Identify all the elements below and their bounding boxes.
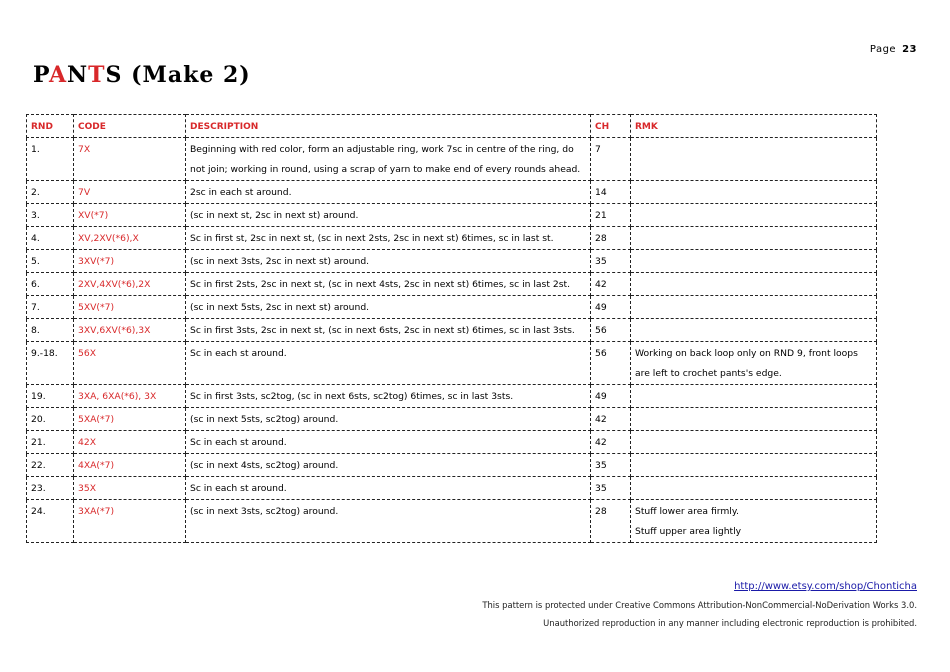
header-rmk: RMK bbox=[631, 115, 877, 138]
shop-link[interactable]: http://www.etsy.com/shop/Chonticha bbox=[734, 581, 917, 592]
cell-ch: 49 bbox=[591, 385, 631, 408]
table-row bbox=[27, 227, 877, 250]
header-code: CODE bbox=[74, 115, 186, 138]
cell-description: Sc in first st, 2sc in next st, (sc in next 2sts, 2sc in next st) 6times, sc in last st. bbox=[186, 227, 591, 250]
cell-code: 3XA(*7) bbox=[74, 500, 186, 543]
cell-rnd: 21. bbox=[27, 431, 74, 454]
cell-description: Beginning with red color, form an adjustable ring, work 7sc in centre of the ring, do not join; working in round, using a scrap of yarn to make end of every rounds ahead. bbox=[186, 138, 591, 181]
cell-description: (sc in next 5sts, 2sc in next st) around. bbox=[186, 296, 591, 319]
cell-rnd: 19. bbox=[27, 385, 74, 408]
cell-ch: 42 bbox=[591, 431, 631, 454]
cell-description: Sc in each st around. bbox=[186, 431, 591, 454]
table-row bbox=[27, 181, 877, 204]
cell-rmk bbox=[631, 431, 877, 454]
cell-rnd: 2. bbox=[27, 181, 74, 204]
cell-rmk bbox=[631, 454, 877, 477]
cell-description: Sc in each st around. bbox=[186, 342, 591, 385]
cell-ch: 21 bbox=[591, 204, 631, 227]
cell-code: XV,2XV(*6),X bbox=[74, 227, 186, 250]
cell-ch: 7 bbox=[591, 138, 631, 181]
page-number bbox=[870, 44, 917, 55]
cell-rmk bbox=[631, 250, 877, 273]
title-letter-a: A bbox=[48, 62, 68, 88]
cell-code: 7V bbox=[74, 181, 186, 204]
cell-description: 2sc in each st around. bbox=[186, 181, 591, 204]
cell-rnd: 4. bbox=[27, 227, 74, 250]
table-row bbox=[27, 273, 877, 296]
table-header-row bbox=[27, 115, 877, 138]
cell-rnd: 6. bbox=[27, 273, 74, 296]
cell-ch: 42 bbox=[591, 408, 631, 431]
cell-rnd: 23. bbox=[27, 477, 74, 500]
cell-rnd: 5. bbox=[27, 250, 74, 273]
table-row bbox=[27, 500, 877, 543]
cell-rnd: 20. bbox=[27, 408, 74, 431]
cell-description: Sc in first 2sts, 2sc in next st, (sc in next 4sts, 2sc in next st) 6times, sc in last 2st. bbox=[186, 273, 591, 296]
cell-code: 5XV(*7) bbox=[74, 296, 186, 319]
cell-ch: 56 bbox=[591, 342, 631, 385]
table-row bbox=[27, 250, 877, 273]
cell-rmk bbox=[631, 181, 877, 204]
cell-rmk bbox=[631, 319, 877, 342]
cell-rnd: 24. bbox=[27, 500, 74, 543]
cell-ch: 28 bbox=[591, 227, 631, 250]
table-row bbox=[27, 296, 877, 319]
title-letter-t: T bbox=[88, 62, 106, 88]
cell-code: 5XA(*7) bbox=[74, 408, 186, 431]
cell-code: 7X bbox=[74, 138, 186, 181]
cell-description: Sc in first 3sts, sc2tog, (sc in next 6sts, sc2tog) 6times, sc in last 3sts. bbox=[186, 385, 591, 408]
license-text: This pattern is protected under Creative Commons Attribution-NonCommercial-NoDerivation Works 3.0. bbox=[482, 600, 917, 610]
cell-rnd: 8. bbox=[27, 319, 74, 342]
title-rest: (Make 2) bbox=[122, 62, 251, 88]
cell-code: 42X bbox=[74, 431, 186, 454]
cell-code: 3XV,6XV(*6),3X bbox=[74, 319, 186, 342]
cell-rmk: Working on back loop only on RND 9, front loops are left to crochet pants's edge. bbox=[631, 342, 877, 385]
cell-rnd: 1. bbox=[27, 138, 74, 181]
page-number-value: 23 bbox=[902, 44, 917, 55]
cell-code: 4XA(*7) bbox=[74, 454, 186, 477]
cell-description: (sc in next st, 2sc in next st) around. bbox=[186, 204, 591, 227]
cell-code: 56X bbox=[74, 342, 186, 385]
title-letter-p: P bbox=[33, 62, 49, 88]
cell-code: 3XA, 6XA(*6), 3X bbox=[74, 385, 186, 408]
cell-ch: 42 bbox=[591, 273, 631, 296]
cell-rmk bbox=[631, 204, 877, 227]
cell-ch: 35 bbox=[591, 477, 631, 500]
page-title bbox=[33, 62, 251, 88]
cell-ch: 56 bbox=[591, 319, 631, 342]
cell-rnd: 22. bbox=[27, 454, 74, 477]
cell-description: Sc in each st around. bbox=[186, 477, 591, 500]
cell-code: 2XV,4XV(*6),2X bbox=[74, 273, 186, 296]
cell-code: 35X bbox=[74, 477, 186, 500]
cell-rnd: 3. bbox=[27, 204, 74, 227]
cell-ch: 35 bbox=[591, 454, 631, 477]
cell-description: (sc in next 3sts, sc2tog) around. bbox=[186, 500, 591, 543]
cell-ch: 49 bbox=[591, 296, 631, 319]
cell-rnd: 7. bbox=[27, 296, 74, 319]
table-row bbox=[27, 319, 877, 342]
cell-code: XV(*7) bbox=[74, 204, 186, 227]
notice-text: Unauthorized reproduction in any manner including electronic reproduction is prohibited. bbox=[543, 618, 917, 628]
table-row bbox=[27, 477, 877, 500]
cell-ch: 35 bbox=[591, 250, 631, 273]
cell-rmk bbox=[631, 227, 877, 250]
table-row bbox=[27, 408, 877, 431]
header-description: DESCRIPTION bbox=[186, 115, 591, 138]
cell-rmk bbox=[631, 385, 877, 408]
cell-ch: 28 bbox=[591, 500, 631, 543]
cell-rmk bbox=[631, 296, 877, 319]
title-letter-n: N bbox=[67, 62, 89, 88]
title-letter-s: S bbox=[105, 62, 123, 88]
table-row bbox=[27, 138, 877, 181]
cell-rmk bbox=[631, 273, 877, 296]
page-label: Page bbox=[869, 44, 897, 55]
cell-code: 3XV(*7) bbox=[74, 250, 186, 273]
table-row bbox=[27, 431, 877, 454]
table-row bbox=[27, 342, 877, 385]
cell-description: Sc in first 3sts, 2sc in next st, (sc in next 6sts, 2sc in next st) 6times, sc in last 3sts. bbox=[186, 319, 591, 342]
cell-description: (sc in next 3sts, 2sc in next st) around. bbox=[186, 250, 591, 273]
cell-rmk bbox=[631, 408, 877, 431]
pattern-table bbox=[26, 114, 877, 543]
table-row bbox=[27, 385, 877, 408]
cell-ch: 14 bbox=[591, 181, 631, 204]
cell-rmk bbox=[631, 138, 877, 181]
table-row bbox=[27, 454, 877, 477]
cell-description: (sc in next 5sts, sc2tog) around. bbox=[186, 408, 591, 431]
table-row bbox=[27, 204, 877, 227]
cell-description: (sc in next 4sts, sc2tog) around. bbox=[186, 454, 591, 477]
cell-rmk bbox=[631, 477, 877, 500]
cell-rnd: 9.-18. bbox=[27, 342, 74, 385]
header-rnd: RND bbox=[27, 115, 74, 138]
cell-rmk: Stuff lower area firmly. Stuff upper area lightly bbox=[631, 500, 877, 543]
header-ch: CH bbox=[591, 115, 631, 138]
